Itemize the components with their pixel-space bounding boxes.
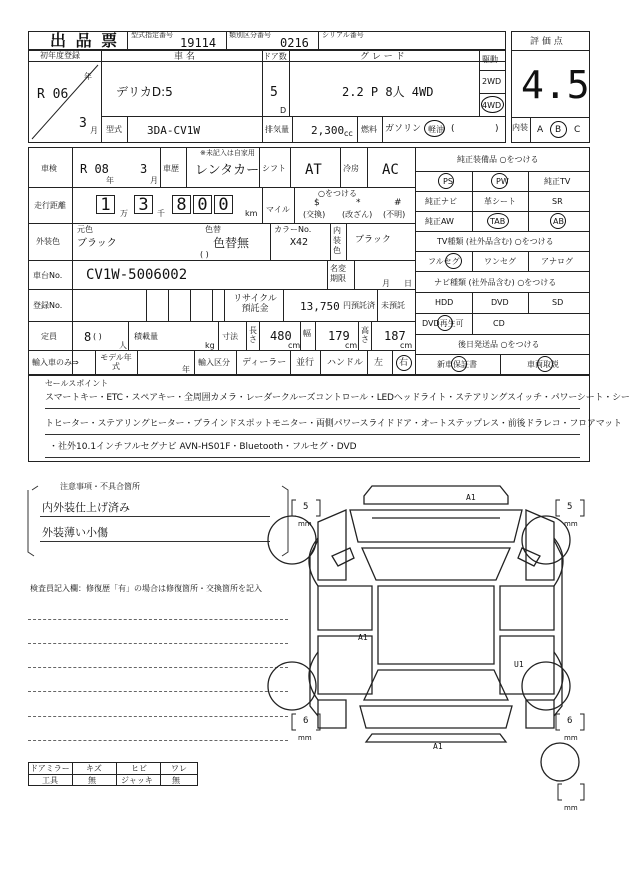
inspection-value: R 08: [80, 162, 109, 176]
import-parallel: 並行: [296, 358, 315, 368]
inspection-year-mark: 年: [106, 176, 114, 185]
doors-label: ドア数: [263, 52, 287, 61]
displacement-label: 排気量: [265, 125, 289, 134]
damage-a1-front: A1: [466, 493, 476, 502]
handle-label: ハンドル: [327, 358, 364, 368]
shift-label: シフト: [262, 164, 286, 173]
inspector-label: 検査員記入欄：修復歴「有」の場合は修復箇所・交換箇所を記入: [30, 584, 262, 593]
mileage-label: 走行距離: [34, 201, 66, 210]
first-reg-month: 3: [79, 116, 87, 131]
tools-c1: 工具: [42, 776, 58, 785]
first-reg-label: 初年度登録: [40, 51, 80, 60]
mileage-hash: #: [394, 198, 402, 208]
interior-color-label: 内装色: [333, 226, 341, 255]
recycle-suffix: 円預託済: [343, 301, 375, 310]
type-value: 3DA-CV1W: [147, 124, 200, 137]
mileage-km: km: [245, 209, 258, 218]
type-label: 型式: [106, 125, 122, 134]
first-reg-month-mark: 月: [90, 126, 98, 135]
ac-label: 冷房: [343, 164, 359, 173]
displacement-value: 2,300: [311, 124, 345, 137]
mileage-digit-5: 0: [214, 195, 233, 214]
interior-label: 内装: [512, 123, 528, 132]
equip-ps: PS: [443, 177, 453, 186]
fuel-diesel: 軽油: [428, 125, 444, 134]
navi-cd: CD: [493, 319, 505, 328]
car-name-label: 車 名: [174, 52, 195, 62]
width-value: 179: [328, 329, 350, 343]
drive-label: 駆動: [482, 55, 498, 64]
tire-fr-mm: mm: [564, 520, 578, 528]
grade-value: 2.2 P 8人 4WD: [342, 85, 434, 99]
tv-title: TV種類 (社外品含む) ○をつける: [437, 237, 554, 246]
category-label: 類別区分番号: [229, 31, 271, 39]
inspection-month: 3: [140, 162, 148, 176]
interior-color-value: ブラック: [355, 235, 391, 245]
cc-mark: cc: [344, 129, 353, 138]
tools-h2: キズ: [86, 764, 102, 773]
import-category-label: 輸入区分: [198, 358, 230, 367]
tv-oneseg: ワンセグ: [484, 257, 516, 266]
capacity-paren: ( ): [93, 332, 102, 341]
equip-pw: PW: [496, 177, 509, 186]
doors-value: 5: [270, 85, 278, 100]
dims-label: 寸法: [222, 332, 238, 341]
tire-spare-mm: mm: [564, 804, 578, 812]
mileage-circ-note: ○をつける: [318, 189, 357, 198]
first-reg-era: R 06: [37, 87, 69, 102]
color-no-value: X42: [290, 237, 309, 248]
mileage-unknown: (不明): [383, 210, 406, 219]
navi-dvd-play: DVD再生可: [422, 319, 464, 328]
equip-tv: 純正TV: [544, 177, 571, 186]
chassis-value: CV1W-5006002: [86, 267, 188, 283]
mileage-digit-4: 0: [193, 195, 212, 214]
later-manual: 車両取説: [527, 360, 559, 369]
tire-fl-depth: 5: [303, 502, 309, 512]
handle-right: 右: [399, 358, 409, 368]
fuel-gasoline: ガソリン: [385, 124, 422, 134]
tools-c2: 無: [88, 776, 96, 785]
width-cm: cm: [345, 341, 358, 350]
first-reg-year-mark: 年: [84, 72, 92, 81]
sales-line-2: トヒーター・ステアリングヒーター・ブラインドスポットモニター・両側パワースライドドア・オートステップレス・前後ドラレコ・フロアマット: [45, 419, 622, 429]
model-year-label: モデル年式: [100, 353, 132, 371]
fuel-paren-open: (: [451, 124, 455, 134]
interior-a: A: [537, 125, 544, 135]
length-cm: cm: [288, 341, 301, 350]
color-original: ブラック: [77, 238, 117, 249]
tv-analog: アナログ: [541, 257, 573, 266]
shift-value: AT: [305, 162, 322, 178]
mileage-mile: マイル: [266, 205, 290, 214]
interior-b: B: [555, 125, 562, 135]
usage-note: ※未記入は自家用: [200, 149, 255, 157]
tv-fullseg: フルセグ: [428, 257, 460, 266]
equip-sr: SR: [552, 197, 563, 206]
sales-line-3: ・社外10.1インチフルセグナビ AVN-HS01F・Bluetooth・フルセグ・DVD: [49, 442, 357, 452]
later-warranty: 新車保証書: [437, 360, 477, 369]
load-label: 積載量: [134, 332, 158, 341]
fuel-label: 燃料: [361, 125, 377, 134]
not-deposited: 未預託: [381, 301, 405, 310]
inspection-month-mark: 月: [150, 176, 158, 185]
equip-tab: TAB: [490, 217, 506, 226]
interior-c: C: [574, 125, 581, 135]
fuel-paren-close: ): [495, 124, 499, 134]
sales-title: セールスポイント: [45, 379, 109, 388]
doors-sub: D: [280, 106, 287, 115]
category-value: 0216: [280, 36, 309, 50]
color-original-label: 元色: [77, 225, 93, 234]
model-cert-label: 型式指定番号: [131, 31, 173, 39]
usage-label: 車歴: [163, 164, 179, 173]
navi-hdd: HDD: [435, 298, 454, 307]
inspection-label: 車検: [41, 164, 57, 173]
color-repaint-label: 色替: [205, 225, 221, 234]
tools-h3: ヒビ: [131, 764, 147, 773]
ac-value: AC: [382, 162, 399, 178]
equip-aw: 純正AW: [425, 217, 454, 226]
damage-a1-rear: A1: [433, 742, 443, 751]
drive-4wd: 4WD: [482, 101, 502, 110]
tire-rl-mm: mm: [298, 734, 312, 742]
navi-title: ナビ種類 (社外品含む) ○をつける: [434, 278, 557, 287]
change-label: 名変期限: [330, 264, 346, 283]
navi-dvd: DVD: [491, 298, 509, 307]
mileage-exchange: (交換): [303, 210, 326, 219]
color-repaint: 色替無: [213, 236, 250, 250]
notes-line-2: 外装薄い小傷: [42, 526, 108, 539]
grade-label: グ レ ー ド: [360, 52, 405, 62]
load-kg: kg: [205, 341, 215, 350]
change-day: 日: [404, 279, 412, 288]
tire-rr-depth: 6: [567, 716, 573, 726]
score-label: 評 価 点: [530, 37, 563, 47]
tools-h1: ドアミラー: [30, 764, 70, 773]
height-value: 187: [384, 329, 406, 343]
damage-a1-left: A1: [358, 633, 368, 642]
tire-fl-mm: mm: [298, 520, 312, 528]
color-repaint-paren: ( ): [200, 250, 209, 259]
mileage-sen: 千: [157, 209, 165, 218]
handle-left: 左: [374, 358, 384, 368]
mileage-man: 万: [120, 209, 128, 218]
tools-c4: 無: [172, 776, 180, 785]
notes-line-1: 内外装仕上げ済み: [42, 501, 130, 514]
length-label: 長さ: [249, 326, 257, 344]
capacity-label: 定員: [41, 332, 57, 341]
length-value: 480: [270, 329, 292, 343]
tire-rr-mm: mm: [564, 734, 578, 742]
tools-h4: ワレ: [171, 764, 187, 773]
serial-label: シリアル番号: [322, 31, 364, 39]
drive-2wd: 2WD: [482, 77, 502, 86]
change-month: 月: [382, 279, 390, 288]
mileage-digit-1: 1: [96, 195, 115, 214]
page-title: 出 品 票: [50, 31, 120, 50]
score-value: 4.5: [521, 63, 590, 107]
color-label: 外装色: [36, 237, 60, 246]
sales-line-1: スマートキー・ETC・スペアキー・全周囲カメラ・レーダークルーズコントロール・LEDヘッドライト・ステアリングスイッチ・パワーシート・シー: [45, 393, 630, 403]
mileage-star: *: [356, 198, 361, 208]
model-year-mark: 年: [182, 365, 190, 374]
mileage-dollar: $: [314, 198, 320, 208]
color-no-label: カラーNo.: [274, 225, 312, 234]
equip-leather: 革シート: [484, 197, 516, 206]
equip-navi: 純正ナビ: [425, 197, 457, 206]
tire-fr-depth: 5: [567, 502, 573, 512]
height-cm: cm: [400, 341, 413, 350]
equipment-title: 純正装備品 ○をつける: [457, 155, 539, 164]
mileage-digit-3: 8: [172, 195, 191, 214]
mileage-modified: (改ざん): [342, 210, 373, 219]
height-label: 高さ: [361, 326, 369, 344]
navi-sd: SD: [552, 298, 564, 307]
notes-label: 注意事項・不具合箇所: [60, 482, 140, 491]
damage-u1-right: U1: [514, 660, 524, 669]
chassis-label: 車台No.: [33, 271, 63, 280]
equip-ab: AB: [553, 217, 564, 226]
registration-label: 登録No.: [33, 301, 63, 310]
capacity-value: 8: [84, 330, 92, 344]
tools-c3: ジャッキ: [121, 776, 153, 785]
import-dealer: ディーラー: [242, 358, 287, 368]
import-label: 輸入車のみ⇒: [32, 358, 79, 367]
recycle-label: リサイクル預託金: [233, 294, 277, 314]
model-cert-value: 19114: [180, 36, 217, 50]
capacity-people: 人: [119, 341, 127, 350]
tire-rl-depth: 6: [303, 716, 309, 726]
width-label: 幅: [303, 329, 311, 338]
mileage-digit-2: 3: [134, 195, 153, 214]
usage-value: レンタカー: [195, 163, 260, 178]
car-name-value: デリカD:5: [116, 85, 173, 99]
later-title: 後日発送品 ○をつける: [458, 340, 540, 349]
recycle-value: 13,750: [300, 300, 340, 313]
